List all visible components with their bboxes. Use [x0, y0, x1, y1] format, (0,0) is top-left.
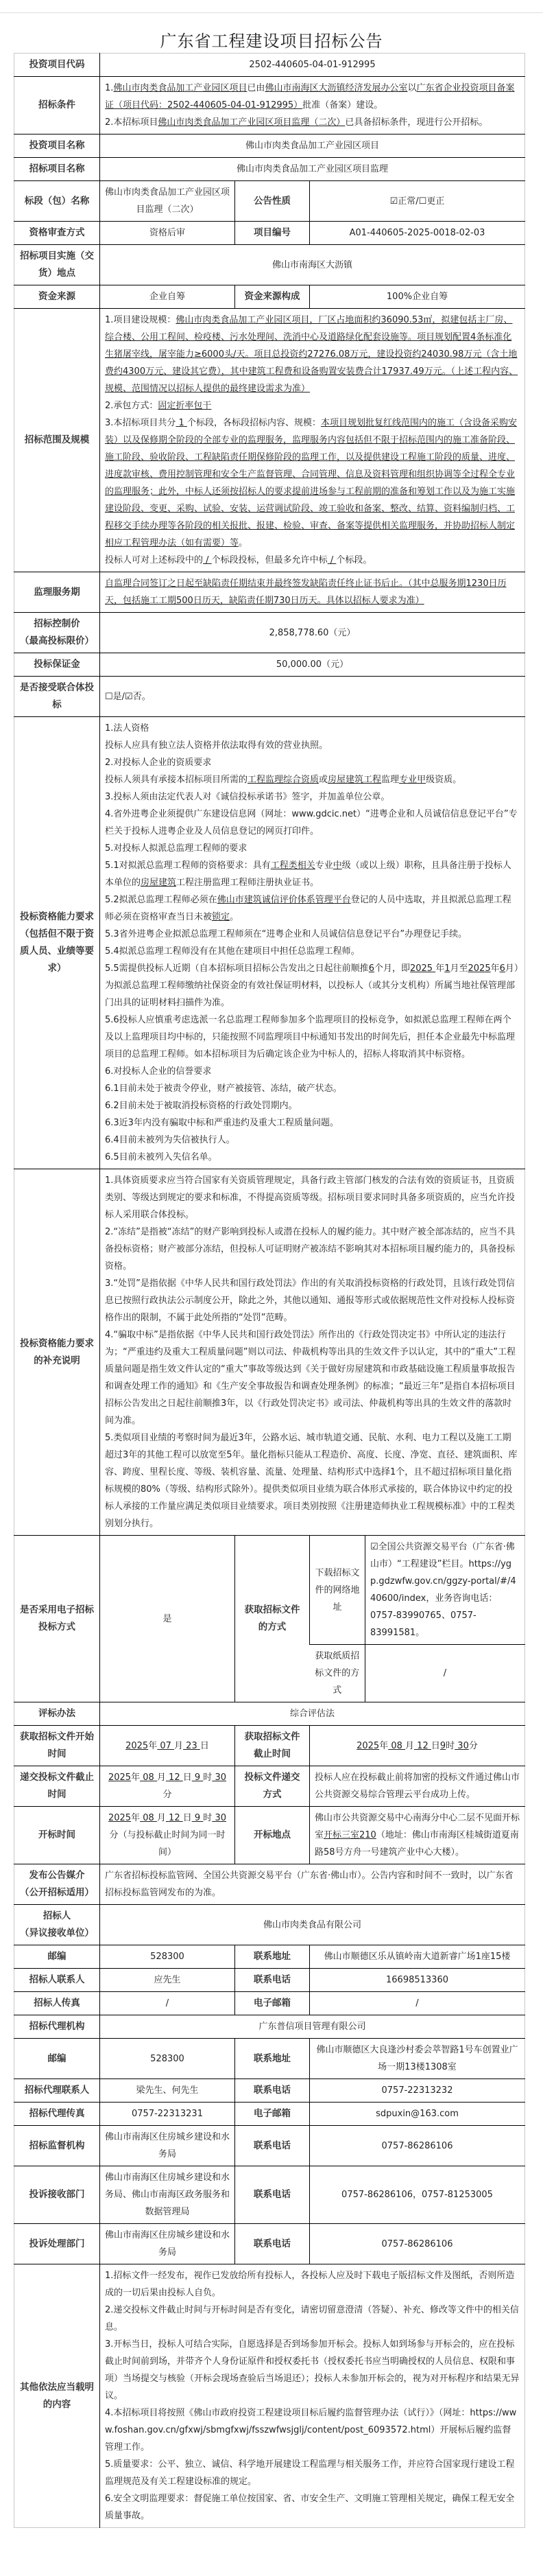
label: 其他依法应当载明的内容 — [14, 2264, 100, 2528]
label: 资金来源构成 — [235, 285, 310, 309]
unit: 日 — [200, 1740, 209, 1751]
text: 。 — [239, 538, 248, 548]
submit-method: 投标人应在投标截止前将加密的投标文件通过佛山市公共资源交易综合管理云平台成功上传。 — [310, 1766, 525, 1807]
text: 5.2拟派总监理工程师必须在 — [105, 895, 217, 905]
unit: 年 — [131, 1813, 141, 1823]
tenderer-address: 佛山市顺德区乐从镇岭南大道新睿广场1座15楼 — [310, 1945, 525, 1969]
location-value: 佛山市南海区大沥镇 — [100, 245, 525, 285]
text: 1.项目建设规模： — [105, 315, 176, 325]
label: 招标条件 — [14, 77, 100, 134]
qualification-value — [100, 717, 525, 1169]
text: 或 — [319, 775, 328, 785]
text: 6.安全文明监理要求：督促施工单位按国家、省、市安全生产、文明施工管理相关规定，确保工程无安全质量事故。 — [105, 2494, 515, 2521]
agency-email[interactable]: sdpuxin@163.com — [310, 2103, 525, 2126]
lot-value: 佛山市肉类食品加工产业园区项目监理（二次） — [100, 181, 235, 222]
text: 专业 — [315, 860, 333, 871]
text: 1.法人资格 — [105, 723, 149, 734]
unit: 月 — [156, 1772, 166, 1783]
hour: 9 — [191, 1813, 204, 1823]
label: 招标监督机构 — [14, 2126, 100, 2166]
label: 招标代理机构 — [14, 2015, 100, 2039]
review-value: 资格后审 — [100, 222, 235, 245]
text: 1.招标文件一经发布，视作已发放给所有投标人，各投标人应及时下载电子版招标文件及图纸，否则所造成的一切后果由投标人自负。 — [105, 2271, 515, 2298]
unit: 月 — [174, 1740, 184, 1751]
download-address — [365, 1536, 525, 1645]
text: 3.本招标项目共分 — [105, 418, 176, 428]
label: 电子邮箱 — [235, 2103, 310, 2126]
row-conditions — [14, 77, 525, 134]
row-evaluation — [14, 1702, 525, 1726]
label: 招标代理传真 — [14, 2103, 100, 2126]
month: 08 — [140, 1813, 157, 1823]
label: 开标地点 — [235, 1807, 310, 1864]
label: 投资项目代码 — [29, 59, 85, 70]
service-period-value: 自监理合同签订之日起至缺陷责任期结束并最终签发缺陷责任终止证书后止。（其中总服务期1230日历天，包括施工工期500日历天，缺陷责任期730日历天。具体以招标人要求为准） — [100, 572, 525, 613]
text: 年 — [490, 963, 500, 974]
text: 工程类相关 — [270, 860, 315, 871]
media-value: 广东省招标投标监管网、全国公共资源交易平台（广东省·佛山市）。公告内容和时间不一致时，以广东省招标投标监管网发布的为准。 — [100, 1864, 525, 1905]
label: 招标代理联系人 — [14, 2079, 100, 2103]
text: 监理 — [381, 775, 400, 785]
funding-composition: 100%企业自筹 — [310, 285, 525, 309]
text: 发布公告媒介 — [29, 1870, 85, 1881]
row-tenderer-contact — [14, 1969, 525, 1992]
unit: 年 — [379, 1740, 389, 1751]
year: 2025 — [108, 1772, 132, 1783]
agency-address: 佛山市顺德区大良逢沙村委会萃智路1号车创置业广场一期13楼1308室 — [310, 2039, 525, 2079]
text: 登记的人员中选取，并且拟派总监理工程师必须在资格审查当日未被 — [105, 895, 511, 922]
row-supplement — [14, 1169, 525, 1536]
label: 联系地址 — [235, 2039, 310, 2079]
text: 2.递交投标文件截止时间与开标时间是否有变化，请密切留意澄清（答疑）、补充、修改等文件中的相关信息。 — [105, 2305, 519, 2332]
row-scope — [14, 309, 525, 572]
top-divider — [0, 0, 543, 13]
electronic-value: 是 — [100, 1536, 235, 1702]
label: 标段（包）名称 — [14, 181, 100, 222]
project-code-value: 2502-440605-04-01-912995 — [100, 54, 525, 77]
row-tenderer-post — [14, 1945, 525, 1969]
label: 是否采用电子招标投标方式 — [14, 1536, 100, 1702]
text: 广东省企业投资项目备案证（项目代码：2502-440605-04-01-912995） — [105, 83, 515, 110]
text: 中 — [333, 860, 342, 871]
label: 招标范围及规模 — [14, 309, 100, 572]
label: 招标人联系人 — [14, 1969, 100, 1992]
month: 07 — [157, 1740, 175, 1751]
unit: 月 — [405, 1740, 415, 1751]
row-funding — [14, 285, 525, 309]
row-investment-name — [14, 134, 525, 158]
row-electronic-download — [14, 1536, 525, 1645]
row-complaint-handle — [14, 2224, 525, 2264]
label: 联系电话 — [235, 1969, 310, 1992]
year: 2025 — [108, 1813, 132, 1823]
row-complaint-receive — [14, 2166, 525, 2224]
unit: 日 — [182, 1813, 192, 1823]
tenderer-contact: 应先生 — [100, 1969, 235, 1992]
download-link[interactable]: https://ygp.gdzwfw.gov.cn/ggzy-portal/#/440600/index — [370, 1559, 516, 1604]
label: 投标文件递交方式 — [235, 1766, 310, 1807]
label: 获取纸质招标文件的方式 — [310, 1645, 365, 1702]
investment-name-value: 佛山市肉类食品加工产业园区项目 — [100, 134, 525, 158]
minute: 30 — [212, 1813, 226, 1823]
row-media — [14, 1864, 525, 1905]
label: 投诉接收部门 — [14, 2166, 100, 2224]
label: 投标资格能力要求（包括但不限于资质人员、业绩等要求） — [14, 717, 100, 1169]
text: 6.3近3年内没有骗取中标和严重违约及重大工程质量问题。 — [105, 1118, 339, 1128]
label: 监理服务期 — [14, 572, 100, 613]
unit: 时 — [203, 1813, 213, 1823]
text: / — [327, 555, 337, 565]
text: 已由 — [247, 83, 265, 93]
row-lot — [14, 181, 525, 222]
text: 投标人可对上述标段中的 — [105, 555, 204, 565]
label: 投标资格能力要求的补充说明 — [14, 1169, 100, 1536]
text: 5.1对拟派总监理工程师的资格要求：具有 — [105, 860, 271, 871]
row-location — [14, 245, 525, 285]
text: 6.4目前未被列为失信被执行人。 — [105, 1135, 235, 1145]
agency-fax: 0757-22313231 — [100, 2103, 235, 2126]
label: 招标人传真 — [14, 1992, 100, 2015]
tender-name-value: 佛山市肉类食品加工产业园区项目监理 — [100, 158, 525, 181]
text: 投标人应具有独立法人资格并依法取得有效的营业执照。 — [105, 740, 328, 751]
text: 6.5目前未被列入失信名单。 — [105, 1152, 217, 1162]
text: 佛山市肉类食品加工产业园区项目，厂区占地面积约36090.53㎡，拟建包括主厂房、综合楼、公用工程间、检疫楼、污水处理间、洗消中心及道路绿化配套设施等。项目规划配置4条标准化生猪屠宰线，屠宰能力≥6000头/天。项目总投资约27276.08万元，建设投资约24030.98万元（含土地费约4300万元、建设其它费），其中建筑工程费和设备购置安装费合计17937.49万元。（上述工程内容、规模、范围情况以招标人提供的最终建设需求为准） — [105, 315, 518, 394]
notice-table — [14, 53, 525, 2528]
row-doc-time — [14, 1726, 525, 1766]
text: 个标段投标，但最多允许中标 — [211, 555, 328, 565]
text: 5.3省外进粤企业拟派总监理工程师须在“进粤企业和人员诚信信息登记平台”办理登记手续。 — [105, 929, 468, 939]
label: 投资项目名称 — [14, 134, 100, 158]
row-opening — [14, 1807, 525, 1864]
label — [14, 1905, 100, 1945]
month: 08 — [140, 1772, 157, 1783]
text: 固定折率包干 — [158, 401, 212, 411]
text: 月至 — [450, 963, 468, 974]
opening-time — [100, 1807, 235, 1864]
page-title: 广东省工程建设项目招标公告 — [160, 32, 383, 51]
unit: 年 — [131, 1772, 141, 1783]
funding-value: 企业自筹 — [100, 285, 235, 309]
row-agency-fax — [14, 2103, 525, 2126]
paper-value: / — [365, 1645, 525, 1702]
supplement-value — [100, 1169, 525, 1536]
year: 2025 — [357, 1740, 380, 1751]
text: 个标段，各标段招标内容、规模： — [186, 418, 321, 428]
label: 招标项目名称 — [14, 158, 100, 181]
text: 月）为拟派总监理工程师缴纳社保资金的有效社保证明材料，以投标人（或其分支机构）所属当地社保管理部门出具的证明材料扫描件为准。 — [105, 963, 519, 1008]
text: 工程监理综合资质 — [248, 775, 319, 785]
text: 2025 — [409, 963, 436, 974]
row-service-period — [14, 572, 525, 613]
text: 工程注册监理工程师注册执业证书。 — [176, 878, 319, 888]
label: 邮编 — [14, 1945, 100, 1969]
text: 房屋建筑 — [141, 878, 177, 888]
text: 6.1目前未处于被责令停业，财产被接管、冻结，破产状态。 — [105, 1084, 342, 1094]
text: 专业甲 — [399, 775, 426, 785]
hour: 9 — [191, 1772, 204, 1783]
text: 年 — [435, 963, 445, 974]
unit: 年 — [148, 1740, 158, 1751]
label: 开标时间 — [14, 1807, 100, 1864]
text: 锁定 — [212, 912, 230, 922]
unit: 分 — [468, 1740, 478, 1751]
text: 1. — [105, 83, 114, 93]
day: 23 — [183, 1740, 200, 1751]
text: 2.承包方式： — [105, 401, 158, 411]
text: 5.4拟派总监理工程师没有在其他在建项目中担任总监理工程师。 — [105, 946, 360, 957]
unit: 分 — [162, 1790, 172, 1800]
conditions-value — [100, 77, 525, 134]
label: 投标保证金 — [14, 653, 100, 677]
text: 已具备招标条件，现进行公开招标。 — [345, 117, 488, 128]
text: 佛山市公共资源交易中心南海分中心二层不见面开标室 — [315, 1813, 520, 1840]
text: 。 — [230, 912, 239, 922]
text: 6 — [368, 963, 374, 974]
text: 2.“冻结”是指被“冻结”的财产影响到投标人或潜在投标人的履约能力。其中财产被全部冻结的，应当不具备投标资格；财产被部分冻结，但投标人可证明财产被冻结不影响其对本招标项目履约能力的，具备投标资格。 — [105, 1227, 516, 1272]
text: 本项目规划批复红线范围内的施工（含设备采购安装）以及保修期全阶段的全部专业的监理服务，监理服务内容包括但不限于招标范围内的施工准备阶段、施工阶段、验收阶段、工程缺陷责任期保修阶段的监理工作，以及提供建设工程施工阶段的质量、进度、进度款审核、费用控制管理和安全生产监督管理、合同管理、信息及资料管理和组织协调等全过程全专业的监理服务；此外，中标人还须按招标人的要求提前进场参与工程前期的准备和筹划工作以及为施工实施建设阶段、变更、采购、试验、安装、运营调试阶段、竣工验收和备案、整改、结算、资料编制归档、工程移交手续办理等各阶段的相关报批、报建、检验、审查、备案等提供相关监理服务，并协助招标人制定相应工程管理办法（如有需要）等 — [105, 418, 517, 548]
text: 个月，即 — [374, 963, 410, 974]
label: 电子邮箱 — [235, 1992, 310, 2015]
label: 联系电话 — [235, 2079, 310, 2103]
submit-deadline — [100, 1766, 235, 1807]
text: ，业务咨询电话：0757-83990765、0757-83991581。 — [370, 1593, 498, 1638]
text: 级（或以上级）职称，且具备注册于投标人本单位的 — [105, 860, 511, 888]
text: 5.类似项目业绩的考察时间为最近3年，公路水运、城市轨道交通、民航、水利、电力工程以及施工工期超过3年的其他工程可以放宽至5年。量化指标只能从工程造价、高度、长度、净宽、直径、建筑面积、库容、跨度、里程长度、等级、装机容量、流量、处理量、结构形式中选择1个，且不超过招标项目量化指标规模的80%（等级、结构形式除外）。提供类似项目业绩为联合体形式承接的，联合体协议中约定的投标人承接的工作量应满足类似项目业绩要求。项目类别按照《注册建造师执业工程规模标准》中的工程类别划分执行。 — [105, 1433, 518, 1529]
label — [14, 1864, 100, 1905]
complaint-receive-phone: 0757-86286106，0757-81253005 — [310, 2166, 525, 2224]
evaluation-value: 综合评估法 — [100, 1702, 525, 1726]
supervisor-phone: 0757-86286106 — [310, 2126, 525, 2166]
label: 招标项目实施（交货）地点 — [14, 245, 100, 285]
complaint-receive-value: 佛山市南海区住房城乡建设和水务局、佛山市南海区政务服务和数据管理局 — [100, 2166, 235, 2224]
agency-value: 广东普信项目管理有限公司 — [100, 2015, 525, 2039]
scope-value — [100, 309, 525, 572]
label: 获取招标文件的方式 — [235, 1536, 310, 1702]
label: 联系电话 — [235, 2166, 310, 2224]
text: （最高投标限价） — [20, 635, 94, 646]
label: 联系电话 — [235, 2126, 310, 2166]
minute: 30 — [455, 1740, 469, 1751]
row-agency-contact — [14, 2079, 525, 2103]
agency-contact: 梁先生、何先生 — [100, 2079, 235, 2103]
text: 分（与投标截止时间为同一时间） — [109, 1830, 226, 1858]
text: 5.5需提供投标人近期（自本招标项目招标公告发出之日起往前顺推 — [105, 963, 369, 974]
text: 1 — [444, 963, 450, 974]
text: 3.“处罚”是指依据《中华人民共和国行政处罚法》作出的有关取消投标资格的行政处罚，且该行政处罚信息已按照行政执法公示制度公开，除此之外，其他以通知、通报等形式或依据规范性文件对投标人投标资格作出的限制，不属于此处所指的“处罚”范畴。 — [105, 1278, 516, 1323]
opening-place — [310, 1807, 525, 1864]
text: 4.本招标项目将按照《佛山市政府投资工程建设项目标后履约监督管理办法（试行）》（网址：https://www.foshan.gov.cn/gfxwj/sbmgfxwj/fsszwfwsjglj/content/post_6093572.html）开展标后履约监督管理工作。 — [105, 2408, 517, 2452]
row-tender-name — [14, 158, 525, 181]
tenderer-postcode: 528300 — [100, 1945, 235, 1969]
text: （地址：佛山市南海区桂城街道夏南路58号方舟一号建筑产业中心大楼）。 — [315, 1830, 519, 1858]
text: 5.质量要求：公平、独立、诚信、科学地开展建设工程监理与相关服务工作，并应符合国家现行建设工程监理规范及有关工程建设标准的规定。 — [105, 2459, 515, 2487]
minute: 30 — [212, 1772, 226, 1783]
label: 资金来源 — [14, 285, 100, 309]
label: 资格审查方式 — [14, 222, 100, 245]
text: 级资质。 — [426, 775, 462, 785]
hour: 9 — [439, 1740, 446, 1751]
label: 下载招标文件的网络地址 — [310, 1536, 365, 1645]
row-tenderer — [14, 1905, 525, 1945]
text: / — [203, 555, 212, 565]
row-deposit — [14, 653, 525, 677]
day: 12 — [414, 1740, 431, 1751]
text: 招标控制价 — [34, 618, 80, 629]
year: 2025 — [125, 1740, 149, 1751]
text: 佛山市建筑诚信评价体系管理平台 — [217, 895, 351, 905]
agency-phone: 0757-22313232 — [310, 2079, 525, 2103]
doc-start-time — [100, 1726, 235, 1766]
tenderer-email: / — [310, 1992, 525, 2015]
row-submit — [14, 1766, 525, 1807]
price-cap-value: 2,858,778.60（元） — [100, 613, 525, 653]
text: 招标人 — [43, 1910, 71, 1921]
label: 联系电话 — [235, 2224, 310, 2264]
unit: 时 — [203, 1772, 213, 1783]
text: 3.投标人须由法定代表人对《诚信投标承诺书》签字，并加盖单位公章。 — [105, 792, 390, 802]
doc-end-time — [310, 1726, 525, 1766]
text: ☑全国公共资源交易平台（广东省·佛山市）“工程建设”栏目。 — [370, 1542, 515, 1569]
bottom-spacer — [0, 2528, 543, 2576]
text: 个标段。 — [336, 555, 372, 565]
label: 递交投标文件截止时间 — [14, 1766, 100, 1807]
label: 获取招标文件开始时间 — [14, 1726, 100, 1766]
unit: 日 — [431, 1740, 440, 1751]
text: 4.省外进粤企业须提供广东建设信息网（网址：www.gdcic.net）“进粤企业和人员诚信信息登记平台”专栏关于投标人进粤企业及人员信息登记的网页打印件。 — [105, 809, 518, 836]
row-tenderer-fax — [14, 1992, 525, 2015]
text: 1.具体资质要求应当符合国家有关资质管理规定，具备行政主管部门核发的合法有效的资质证书，且资质类别、等级达到规定的要求和标准，不得提高资质等级。招标项目要求同时具备多项资质的，应当允许投标人采用联合体投标。 — [105, 1175, 516, 1220]
text: 6.对投标人企业的信誉要求 — [105, 1066, 212, 1077]
label: 公告性质 — [235, 181, 310, 222]
text: 5.对投标人拟派总监理工程师的要求 — [105, 843, 248, 854]
unit: 日 — [182, 1772, 192, 1783]
text: 批准（备案）建设。 — [302, 100, 383, 110]
row-review — [14, 222, 525, 245]
text: 3.开标当日，投标人可结合实际，自愿选择是否到场参加开标会。投标人如到场参与开标会的，应在投标截止时间前到场，并带齐个人身份证原件和授权委托书（授权委托书应当明确授权的人员信息、权限和事项）当场提交与核验（开标会现场查验后当场退还）；投标人未参加开标会的，视为对开标程序和结果无异议。 — [105, 2339, 520, 2401]
day: 12 — [165, 1813, 183, 1823]
label: 投诉处理部门 — [14, 2224, 100, 2264]
text: 6.2目前未处于被取消投标资格的行政处罚期内。 — [105, 1101, 298, 1111]
text: 投标人须具有承接本招标项目所需的 — [105, 775, 248, 785]
supervisor-value: 佛山市南海区住房城乡建设和水务局 — [100, 2126, 235, 2166]
complaint-handle-value: 佛山市南海区住房城乡建设和水务局 — [100, 2224, 235, 2264]
tenderer-value: 佛山市肉类食品有限公司 — [100, 1905, 525, 1945]
text: （公开招标适用） — [20, 1887, 94, 1898]
text: 1 — [176, 418, 187, 428]
tenderer-fax: / — [100, 1992, 235, 2015]
row-agency — [14, 2015, 525, 2039]
row-agency-post — [14, 2039, 525, 2079]
row-qualification — [14, 717, 525, 1169]
text: 佛山市南海区大沥镇经济发展办公室 — [265, 83, 408, 93]
label: 评标办法 — [14, 1702, 100, 1726]
text: 5.6投标人应慎重考虑选派一名总监理工程师参加多个监理项目的投标竞争，如拟派总监理工程师在两个及以上监理项目均中标的，只能按照不同监理项目中标通知书发出的时间先后，担任本企业最先中标监理项目的总监理工程师。如本招标项目为后确定该企业为中标人的，招标人将取消其中标资格。 — [105, 1015, 516, 1059]
text: 2.对投标人企业的资质要求 — [105, 758, 212, 768]
text: 2025 — [468, 963, 491, 974]
text: 佛山市肉类食品加工产业园区项目监理（二次） — [158, 117, 346, 128]
label: 获取招标文件截止时间 — [235, 1726, 310, 1766]
label: 联系地址 — [235, 1945, 310, 1969]
row-consortium — [14, 677, 525, 717]
label: 项目编号 — [235, 222, 310, 245]
day: 12 — [165, 1772, 183, 1783]
text: 2.本招标项目 — [105, 117, 158, 128]
deposit-value: 50,000.00（元） — [100, 653, 525, 677]
text: 6 — [499, 963, 505, 974]
row-project-code — [14, 54, 525, 77]
row-price-cap — [14, 613, 525, 653]
text: 佛山市肉类食品加工产业园区项目 — [113, 83, 248, 93]
label: 邮编 — [14, 2039, 100, 2079]
other-value — [100, 2264, 525, 2528]
unit: 月 — [156, 1813, 166, 1823]
label — [14, 613, 100, 653]
text: 开标三室210 — [324, 1830, 376, 1840]
consortium-checkbox: ☐是/☑否。 — [100, 677, 525, 717]
text: （异议接收单位） — [20, 1928, 94, 1939]
label: 是否接受联合体投标 — [14, 677, 100, 717]
project-number: A01-440605-2025-0018-02-03 — [310, 222, 525, 245]
text: 4.“骗取中标”是指依据《中华人民共和国行政处罚法》所作出的《行政处罚决定书》中所认定的违法行为；“严重违约及重大工程质量问题”则以司法、仲裁机构等出具的生效文件予以认定，其中的“重大”工程质量问题是指生效文件认定的“重大”事故等级达到《关于做好房屋建筑和市政基础设施工程质量事故报告和调查处理工作的通知》和《生产安全事故报告和调查处理条例》的标准；“最近三年”是指自本招标项目招标公告发出之日起往前顺推3年，以《行政处罚决定书》或司法、仲裁机构等出具的生效文件的落款时间为准。 — [105, 1330, 516, 1426]
unit: 时 — [446, 1740, 455, 1751]
text: 房屋建筑工程 — [328, 775, 382, 785]
row-supervisor — [14, 2126, 525, 2166]
notice-nature-checkbox: ☑正常/☐更正 — [310, 181, 525, 222]
month: 08 — [388, 1740, 406, 1751]
complaint-handle-phone: 0757-86286106 — [310, 2224, 525, 2264]
tenderer-phone: 16698513360 — [310, 1969, 525, 1992]
row-other — [14, 2264, 525, 2528]
text: 以 — [407, 83, 417, 93]
agency-postcode: 528300 — [100, 2039, 235, 2079]
